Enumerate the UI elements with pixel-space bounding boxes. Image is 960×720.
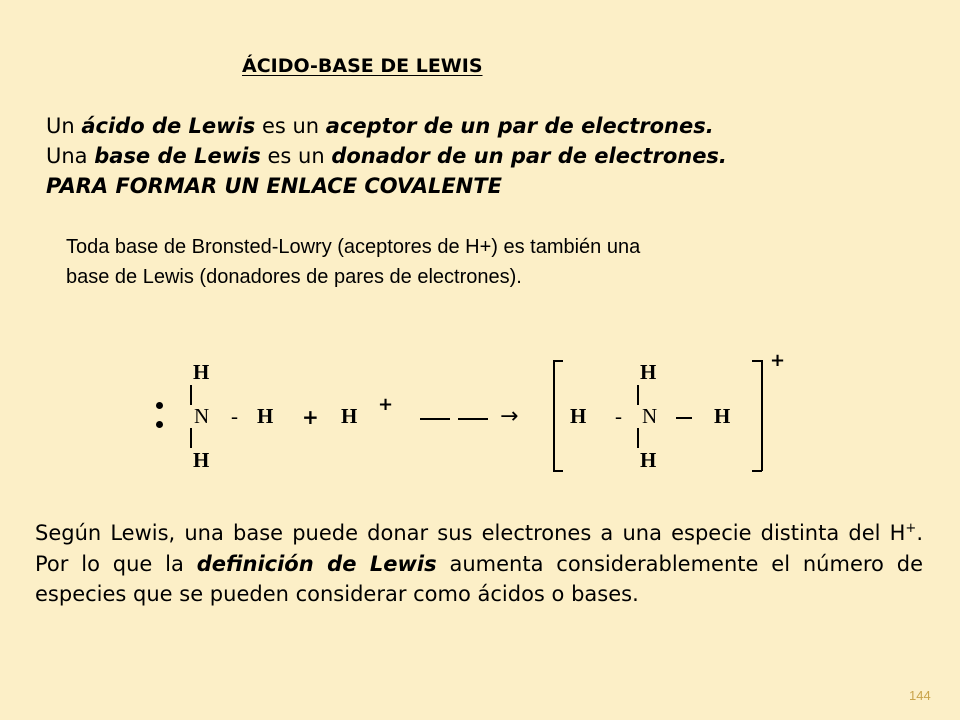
base-term: base de Lewis — [94, 144, 261, 168]
covalent-bond-statement: PARA FORMAR UN ENLACE COVALENTE — [46, 174, 502, 198]
reactant-bond-top — [190, 385, 192, 405]
arrow-head-icon: → — [500, 404, 519, 429]
base-definition — [46, 141, 727, 171]
product-h-left: H — [570, 404, 587, 428]
reactant-n: N — [194, 404, 210, 428]
product-bond-top — [637, 385, 639, 405]
lewis-explanation-part-3: aumenta considerablemente el número de especies que se pueden considerar como ácidos o bases. — [35, 551, 923, 606]
reactant-bond-right: - — [231, 404, 238, 428]
lone-pair-dot-bottom — [156, 421, 163, 428]
product-h-top: H — [640, 360, 657, 384]
bracket-right-top — [752, 360, 762, 362]
bronsted-note-line-1: Toda base de Bronsted-Lowry (aceptores de H+) es también una — [66, 236, 641, 258]
reactant-h-top: H — [193, 360, 210, 384]
reactant-h-right: H — [257, 404, 274, 428]
product-bond-left: - — [615, 404, 622, 428]
base-definition-prefix: Una — [46, 144, 95, 168]
slide-title: ÁCIDO-BASE DE LEWIS — [242, 55, 483, 77]
reactant-h-bottom: H — [193, 448, 210, 472]
base-role: donador de un par de electrones. — [331, 144, 727, 168]
product-bond-bottom — [637, 428, 639, 448]
product-n: N — [642, 404, 658, 428]
product-h-bottom: H — [640, 448, 657, 472]
proton-charge: + — [378, 394, 394, 415]
arrow-segment-1 — [420, 418, 450, 420]
lewis-explanation — [35, 518, 923, 610]
acid-definition-prefix: Un — [46, 114, 82, 138]
acid-term: ácido de Lewis — [81, 114, 256, 138]
bracket-left-bottom — [553, 470, 563, 472]
proton-h: H — [341, 404, 358, 428]
acid-definition — [46, 111, 727, 141]
reactant-bond-bottom — [190, 428, 192, 448]
product-bond-right — [676, 417, 692, 419]
proton-superscript: + — [905, 521, 917, 536]
bracket-right-bottom — [752, 470, 762, 472]
product-h-right: H — [714, 404, 731, 428]
bronsted-note-line-2: base de Lewis (donadores de pares de electrones). — [66, 266, 522, 288]
base-definition-mid: es un — [260, 144, 332, 168]
page-number: 144 — [909, 688, 931, 703]
product-charge: + — [770, 350, 786, 371]
bronsted-note — [66, 232, 640, 292]
arrow-segment-2 — [458, 418, 488, 420]
lewis-explanation-part-1: Según Lewis, una base puede donar sus electrones a una especie distinta del H — [35, 521, 906, 545]
plus-sign: + — [302, 405, 319, 429]
bracket-left-vertical — [553, 360, 555, 471]
bracket-left-top — [553, 360, 563, 362]
lone-pair-dot-top — [156, 402, 163, 409]
acid-definition-mid: es un — [255, 114, 326, 138]
lewis-definitions — [46, 111, 727, 201]
bracket-right-vertical — [761, 360, 763, 471]
lewis-definition-emphasis: definición de Lewis — [196, 551, 437, 576]
acid-role: aceptor de un par de electrones. — [325, 114, 714, 138]
lewis-explanation-part-2: . Por lo que la — [35, 521, 923, 576]
